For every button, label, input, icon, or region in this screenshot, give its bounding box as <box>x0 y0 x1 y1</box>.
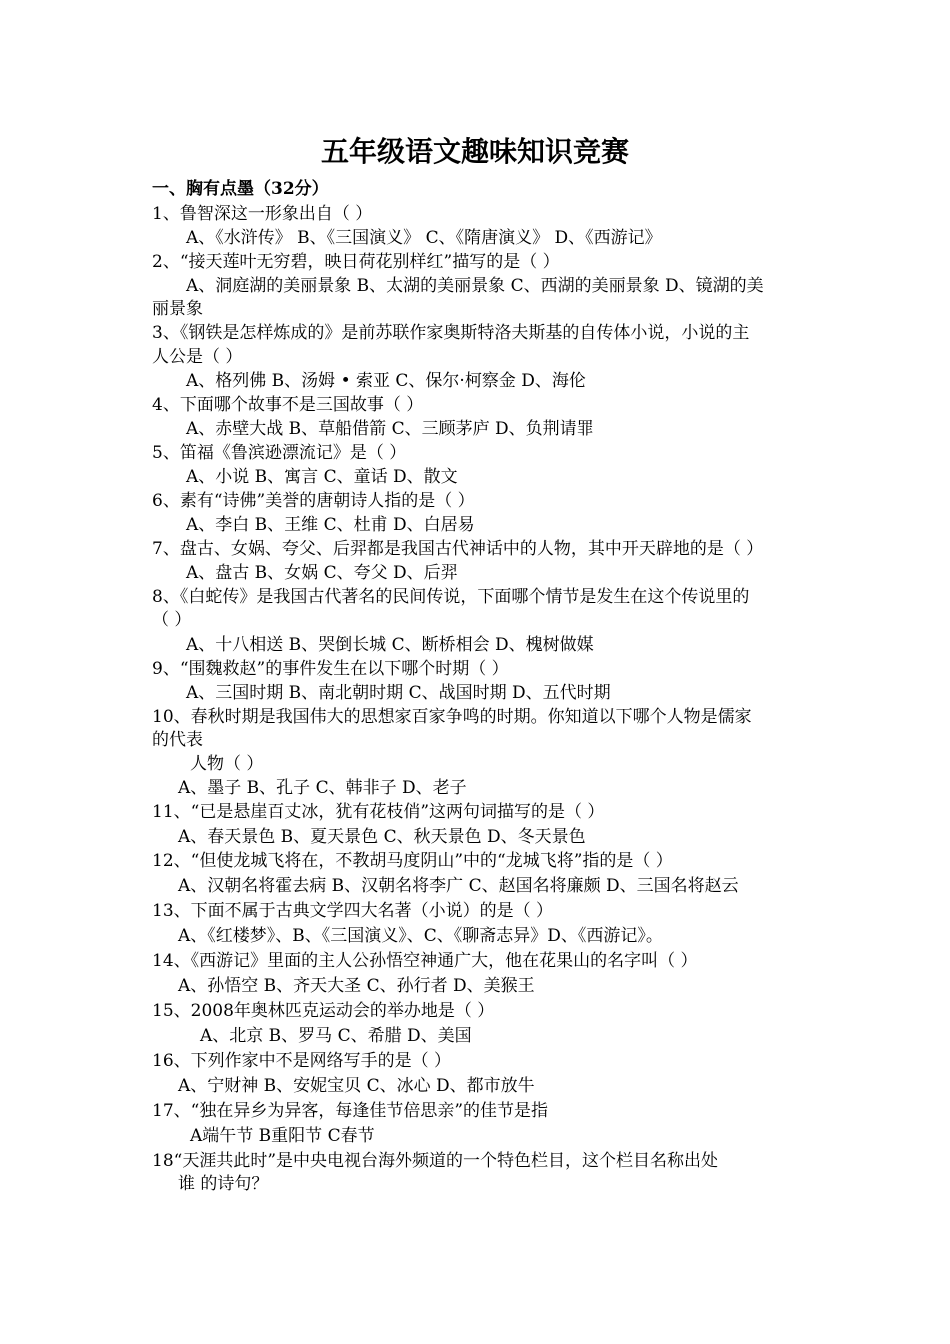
question-9: 9、“围魏救赵”的事件发生在以下哪个时期（ ） <box>152 659 509 679</box>
options-8: A、十八相送 B、哭倒长城 C、断桥相会 D、槐树做媒 <box>186 635 594 655</box>
question-10-cont2: 人物（ ） <box>190 754 264 774</box>
question-15: 15、2008年奥林匹克运动会的举办地是（ ） <box>152 1001 495 1021</box>
question-8-cont: （ ） <box>152 610 192 630</box>
question-6: 6、素有“诗佛”美誉的唐朝诗人指的是（ ） <box>152 491 475 511</box>
question-1: 1、鲁智深这一形象出自（ ） <box>152 204 373 224</box>
options-16: A、宁财神 B、安妮宝贝 C、冰心 D、都市放牛 <box>178 1076 535 1096</box>
question-18: 18“天涯共此时”是中央电视台海外频道的一个特色栏目，这个栏目名称出处 <box>152 1151 719 1171</box>
question-18-cont: 谁 的诗句？ <box>178 1174 269 1194</box>
question-5: 5、笛福《鲁滨逊漂流记》是（ ） <box>152 443 407 463</box>
question-10: 10、春秋时期是我国伟大的思想家百家争鸣的时期。你知道以下哪个人物是儒家 <box>152 707 752 727</box>
question-16: 16、下列作家中不是网络写手的是（ ） <box>152 1051 452 1071</box>
question-10-cont: 的代表 <box>152 730 203 750</box>
options-10: A、墨子 B、孔子 C、韩非子 D、老子 <box>178 778 467 798</box>
options-11: A、春天景色 B、夏天景色 C、秋天景色 D、冬天景色 <box>178 827 586 847</box>
options-7: A、盘古 B、女娲 C、夸父 D、后羿 <box>186 563 458 583</box>
question-7: 7、盘古、女娲、夸父、后羿都是我国古代神话中的人物，其中开天辟地的是（ ） <box>152 539 764 559</box>
question-17: 17、“独在异乡为异客，每逢佳节倍思亲”的佳节是指 <box>152 1101 549 1121</box>
document-title: 五年级语文趣味知识竞赛 <box>320 135 629 168</box>
options-2: A、洞庭湖的美丽景象 B、太湖的美丽景象 C、西湖的美丽景象 D、镜湖的美 <box>186 276 764 296</box>
question-13: 13、下面不属于古典文学四大名著（小说）的是（ ） <box>152 901 554 921</box>
section-heading: 一、胸有点墨（32分） <box>152 179 329 199</box>
options-12: A、汉朝名将霍去病 B、汉朝名将李广 C、赵国名将廉颇 D、三国名将赵云 <box>178 876 739 896</box>
question-8: 8、《白蛇传》是我国古代著名的民间传说，下面哪个情节是发生在这个传说里的 <box>152 587 750 607</box>
question-14: 14、《西游记》里面的主人公孙悟空神通广大，他在花果山的名字叫（ ） <box>152 951 698 971</box>
options-5: A、小说 B、寓言 C、童话 D、散文 <box>186 467 458 487</box>
options-2-cont: 丽景象 <box>152 299 203 319</box>
options-14: A、孙悟空 B、齐天大圣 C、孙行者 D、美猴王 <box>178 976 535 996</box>
options-13: A、《红楼梦》、B、《三国演义》、C、《聊斋志异》D、《西游记》。 <box>178 926 663 946</box>
question-11: 11、“已是悬崖百丈冰，犹有花枝俏”这两句词描写的是（ ） <box>152 802 605 822</box>
options-3: A、格列佛 B、汤姆 • 索亚 C、保尔·柯察金 D、海伦 <box>186 371 586 391</box>
options-9: A、三国时期 B、南北朝时期 C、战国时期 D、五代时期 <box>186 683 611 703</box>
options-17: A端午节 B重阳节 C春节 <box>190 1126 375 1146</box>
question-4: 4、下面哪个故事不是三国故事（ ） <box>152 395 424 415</box>
options-4: A、赤壁大战 B、草船借箭 C、三顾茅庐 D、负荆请罪 <box>186 419 594 439</box>
options-6: A、李白 B、王维 C、杜甫 D、白居易 <box>186 515 475 535</box>
question-12: 12、“但使龙城飞将在，不教胡马度阴山”中的“龙城飞将”指的是（ ） <box>152 851 673 871</box>
question-3: 3、《钢铁是怎样炼成的》是前苏联作家奥斯特洛夫斯基的自传体小说，小说的主 <box>152 323 750 343</box>
question-3-cont: 人公是（ ） <box>152 347 243 367</box>
options-15: A、北京 B、罗马 C、希腊 D、美国 <box>200 1026 472 1046</box>
options-1: A、《水浒传》 B、《三国演义》 C、《隋唐演义》 D、《西游记》 <box>186 228 662 248</box>
question-2: 2、“接天莲叶无穷碧，映日荷花别样红”描写的是（ ） <box>152 252 560 272</box>
